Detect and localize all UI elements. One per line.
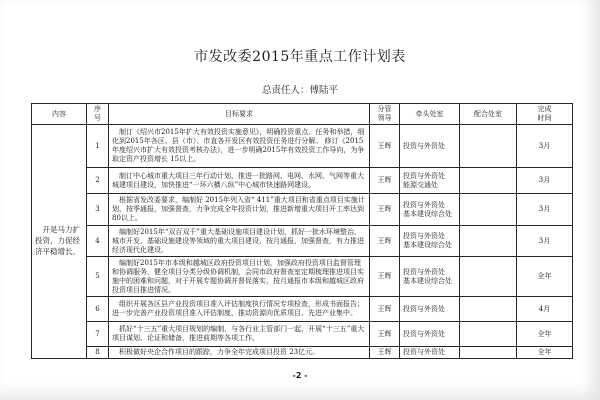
leader-cell	[370, 297, 400, 322]
lead-dept-name: 能源交通处	[403, 180, 438, 189]
lead-dept-cell	[400, 347, 460, 359]
deadline-cell	[517, 125, 573, 168]
seq-cell	[87, 168, 109, 194]
page-number: -2 -	[292, 371, 308, 380]
goal-cell: 组织开展各区县产业投资项目准入评估制度执行情况专项检查，形成书面报告；进一步完善产业投资项目准入评估制度，推动资源向优质项目、先进产业集中。	[109, 297, 370, 322]
seq-number: 2	[95, 176, 100, 185]
coop-dept-cell	[460, 322, 517, 347]
lead-dept-cell	[400, 226, 460, 257]
seq-number: 4	[95, 236, 100, 245]
deadline-text: 全年	[537, 348, 552, 357]
header-content	[32, 104, 87, 125]
coop-dept-cell	[460, 168, 517, 194]
goal-cell: 制订《绍兴市2015年扩大有效投资实施意见》，明确投资重点、任务和举措，细化到2015年各区、县（市）、市直各开发区有效投资任务进行分解。 修订《2015年度绍兴市扩大有效投资考核办法》，进一步明确2015年有效投资工作导向，为争取定资产投资增长 15以上。	[109, 125, 370, 168]
header-seq-label: 序号	[94, 105, 101, 123]
header-seq	[87, 104, 109, 125]
category-text: 开是马力扩投资，力促经济平稳增长。	[35, 225, 80, 257]
header-lead-dept-label: 牵头处室	[415, 109, 444, 118]
seq-number: 3	[95, 205, 100, 214]
seq-cell	[87, 226, 109, 257]
lead-dept-name: 投资与外资处	[403, 267, 445, 276]
leader-name: 王辉	[377, 236, 392, 245]
deadline-text: 4月	[538, 304, 551, 313]
work-plan-table	[31, 103, 573, 359]
goal-cell: 制订中心城市重大项目三年行动计划，推进一批路网、电网、水网、气网等重大城建项目建设，加快推进“一环六横八纵”中心城市快速路网建设。	[109, 168, 370, 194]
table-row	[32, 125, 573, 168]
lead-dept-cell	[400, 194, 460, 226]
deadline-cell	[517, 347, 573, 359]
table-row	[32, 297, 573, 322]
seq-cell	[87, 297, 109, 322]
coop-dept-cell	[460, 257, 517, 297]
lead-dept-name: 投资与外资处	[403, 304, 445, 313]
table-row	[32, 347, 573, 359]
coop-dept-cell	[460, 125, 517, 168]
lead-dept-cell	[400, 125, 460, 168]
table-row	[32, 226, 573, 257]
document-title: 市发改委2015年重点工作计划表	[194, 49, 406, 65]
header-lead-dept	[400, 104, 460, 125]
leader-cell	[370, 322, 400, 347]
seq-cell	[87, 194, 109, 226]
header-coop-dept	[460, 104, 517, 125]
coop-dept-cell	[460, 297, 517, 322]
leader-name: 王辉	[377, 272, 392, 281]
lead-dept-name: 基本建设综合处	[403, 241, 452, 250]
seq-number: 6	[95, 304, 100, 313]
category-cell	[32, 125, 87, 359]
leader-cell	[370, 125, 400, 168]
lead-dept-name: 投资与外资处	[403, 232, 445, 241]
header-content-label: 内容	[52, 109, 66, 118]
header-deadline-label: 完成时间	[537, 105, 552, 123]
goal-cell: 根据省发改委要求，编制好 2015年列入省“ 411”重大项目和省重点项目实施计划，按季通报，加强督查，力争完成全年投资计划，推进新增重大项目开工率达到80以上。	[109, 194, 370, 226]
deadline-cell	[517, 194, 573, 226]
deadline-cell	[517, 257, 573, 297]
lead-dept-name: 基本建设综合处	[403, 276, 452, 285]
lead-dept-cell	[400, 257, 460, 297]
leader-name: 王辉	[377, 141, 392, 150]
seq-cell	[87, 322, 109, 347]
lead-dept-cell	[400, 168, 460, 194]
seq-number: 5	[95, 272, 100, 281]
lead-dept-name: 投资与外资处	[403, 329, 445, 338]
table-row	[32, 257, 573, 297]
deadline-cell	[517, 297, 573, 322]
leader-name: 王辉	[377, 205, 392, 214]
deadline-text: 3月	[538, 141, 551, 150]
lead-dept-cell	[400, 297, 460, 322]
seq-number: 1	[95, 141, 100, 150]
deadline-text: 全年	[537, 329, 552, 338]
seq-cell	[87, 347, 109, 359]
header-goal-label: 目标要求	[225, 109, 253, 118]
lead-dept-cell	[400, 322, 460, 347]
header-leader	[370, 104, 400, 125]
coop-dept-cell	[460, 194, 517, 226]
leader-cell	[370, 347, 400, 359]
header-coop-dept-label: 配合处室	[474, 109, 502, 118]
seq-cell	[87, 257, 109, 297]
leader-name: 王辉	[377, 176, 392, 185]
leader-cell	[370, 194, 400, 226]
table-row	[32, 168, 573, 194]
table-row	[32, 322, 573, 347]
coop-dept-cell	[460, 226, 517, 257]
deadline-cell	[517, 226, 573, 257]
leader-cell	[370, 257, 400, 297]
lead-dept-name: 投资与外资处	[403, 200, 445, 209]
lead-dept-name: 投资与外资处	[403, 141, 445, 150]
deadline-text: 全年	[537, 272, 552, 281]
responsible-person: 总责任人：傅陆平	[261, 85, 338, 96]
header-deadline	[517, 104, 573, 125]
table-header-row	[32, 104, 573, 125]
lead-dept-name: 基本建设综合处	[403, 209, 452, 218]
goal-cell: 积极做好央企合作项目的跟踪，力争全年完成项目投资 23亿元。	[109, 347, 370, 359]
seq-number: 8	[95, 348, 100, 357]
deadline-text: 3月	[538, 205, 551, 214]
leader-cell	[370, 226, 400, 257]
goal-cell: 编制好2015年市本级和越城区政府投资项目计划，加强政府投资项目监督管理和协调服务，健全项目分类分级协调机制，会同市政府督查室定期梳理推进项目实施中的困难和问题，对于开展专题协调并督促落实，按月通报市本级和越城区政府投资项目推进情况。	[109, 257, 370, 297]
deadline-text: 3月	[538, 236, 551, 245]
deadline-cell	[517, 322, 573, 347]
goal-cell: 编制好2015年“双百双千”重大基础设施项目建设计划，抓好一批水环境整治、城市开发、基础设施建设等领域的重大项目建设，按月通报，加强督查，有力推进经济现代化建设。	[109, 226, 370, 257]
header-leader-label: 分管领导	[377, 105, 392, 123]
coop-dept-cell	[460, 347, 517, 359]
header-goal	[109, 104, 370, 125]
lead-dept-name: 投资与外资处	[403, 348, 445, 357]
leader-name: 王辉	[377, 329, 392, 338]
seq-cell	[87, 125, 109, 168]
seq-number: 7	[95, 329, 100, 338]
deadline-cell	[517, 168, 573, 194]
leader-name: 王辉	[377, 304, 392, 313]
table-row	[32, 194, 573, 226]
lead-dept-name: 投资与外资处	[403, 171, 445, 180]
leader-name: 王辉	[377, 348, 392, 357]
goal-cell: 抓好“十三五”重大项目规划的编制，与各行业主管部门一起，开展“十三五”重大项目谋划、论证和储备，推进前期等各项工作。	[109, 322, 370, 347]
leader-cell	[370, 168, 400, 194]
deadline-text: 3月	[538, 176, 551, 185]
